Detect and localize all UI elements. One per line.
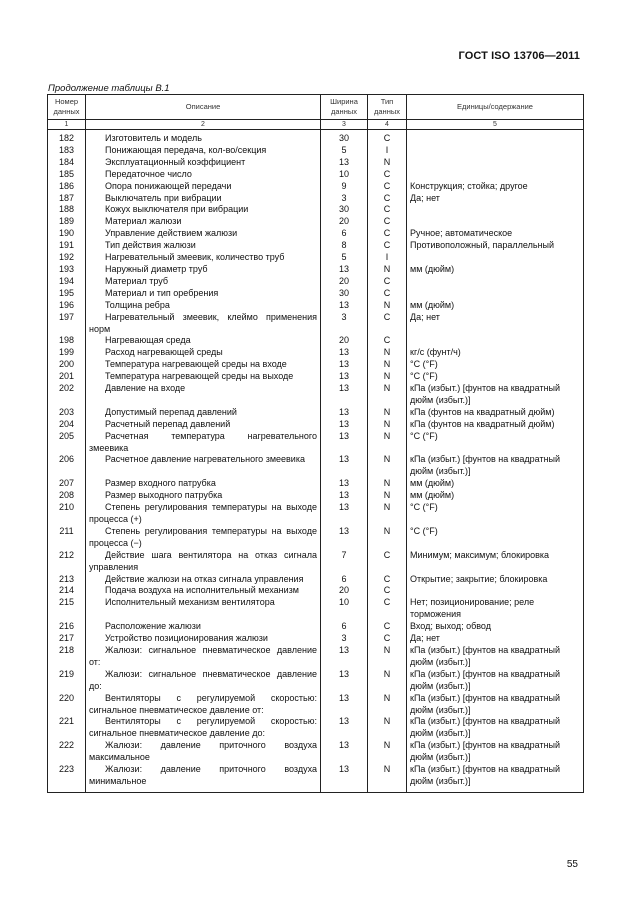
cell-type: C [368,288,407,300]
table-row [48,550,584,574]
page-number: 55 [566,859,578,870]
cell-units: кПа (избыт.) [фунтов на квадратный дюйм (избыт.)] [407,669,584,693]
cell-units [407,204,584,216]
table-row [48,359,584,371]
cell-type: N [368,740,407,764]
cell-units: кПа (избыт.) [фунтов на квадратный дюйм (избыт.)] [407,764,584,792]
cell-type: I [368,145,407,157]
cell-type: C [368,633,407,645]
cell-width: 13 [321,478,368,490]
cell-units: мм (дюйм) [407,490,584,502]
table-row [48,585,584,597]
cell-width: 13 [321,300,368,312]
cell-description: Тип действия жалюзи [86,240,321,252]
cell-width: 7 [321,550,368,574]
cell-number: 183 [48,145,86,157]
cell-type: C [368,550,407,574]
cell-number: 201 [48,371,86,383]
col-header-width: Ширина данных [321,95,368,120]
cell-description: Изготовитель и модель [86,130,321,145]
cell-type: N [368,347,407,359]
cell-units: мм (дюйм) [407,300,584,312]
cell-width: 10 [321,597,368,621]
cell-units: °C (°F) [407,431,584,455]
cell-type: C [368,597,407,621]
cell-units [407,252,584,264]
cell-description: Допустимый перепад давлений [86,407,321,419]
cell-type: N [368,454,407,478]
table-row [48,764,584,792]
table-row [48,145,584,157]
table-row [48,335,584,347]
cell-description: Размер выходного патрубка [86,490,321,502]
cell-units: Конструкция; стойка; другое [407,181,584,193]
cell-type: N [368,407,407,419]
cell-number: 210 [48,502,86,526]
table-row [48,597,584,621]
cell-type: N [368,526,407,550]
cell-number: 197 [48,312,86,336]
cell-units [407,145,584,157]
cell-number: 220 [48,693,86,717]
cell-type: C [368,204,407,216]
cell-description: Подача воздуха на исполнительный механизм [86,585,321,597]
cell-description: Толщина ребра [86,300,321,312]
cell-number: 198 [48,335,86,347]
cell-width: 13 [321,347,368,359]
cell-units: Противоположный, параллельный [407,240,584,252]
cell-description: Действие жалюзи на отказ сигнала управления [86,574,321,586]
cell-type: C [368,585,407,597]
cell-width: 13 [321,359,368,371]
cell-description: Управление действием жалюзи [86,228,321,240]
cell-type: N [368,716,407,740]
table-row [48,169,584,181]
cell-type: N [368,669,407,693]
cell-description: Расход нагревающей среды [86,347,321,359]
cell-width: 3 [321,312,368,336]
cell-units [407,276,584,288]
cell-number: 213 [48,574,86,586]
cell-number: 214 [48,585,86,597]
col-number: 3 [321,120,368,130]
cell-width: 5 [321,252,368,264]
cell-description: Вентиляторы с регулируемой скоростью: сигнальное пневматическое давление до: [86,716,321,740]
cell-number: 205 [48,431,86,455]
table-row [48,252,584,264]
table-row [48,478,584,490]
cell-number: 222 [48,740,86,764]
cell-units: °C (°F) [407,502,584,526]
cell-width: 13 [321,431,368,455]
cell-type: C [368,621,407,633]
cell-description: Опора понижающей передачи [86,181,321,193]
cell-width: 13 [321,407,368,419]
cell-description: Расчетная температура нагревательного змеевика [86,431,321,455]
cell-type: C [368,335,407,347]
cell-number: 211 [48,526,86,550]
cell-type: N [368,490,407,502]
cell-width: 13 [321,371,368,383]
cell-units: кПа (фунтов на квадратный дюйм) [407,407,584,419]
cell-width: 13 [321,764,368,792]
cell-width: 3 [321,193,368,205]
cell-number: 219 [48,669,86,693]
cell-description: Степень регулирования температуры на выходе процесса (−) [86,526,321,550]
cell-width: 30 [321,288,368,300]
table-row [48,228,584,240]
cell-type: C [368,312,407,336]
table-row [48,157,584,169]
table-row [48,633,584,645]
cell-description: Расчетное давление нагревательного змеевика [86,454,321,478]
cell-type: N [368,431,407,455]
cell-description: Давление на входе [86,383,321,407]
cell-number: 185 [48,169,86,181]
cell-type: N [368,478,407,490]
cell-units [407,157,584,169]
cell-units [407,335,584,347]
cell-units: кПа (избыт.) [фунтов на квадратный дюйм (избыт.)] [407,383,584,407]
cell-units [407,130,584,145]
cell-number: 191 [48,240,86,252]
cell-type: C [368,193,407,205]
cell-description: Расчетный перепад давлений [86,419,321,431]
cell-width: 13 [321,419,368,431]
cell-width: 6 [321,621,368,633]
cell-width: 6 [321,574,368,586]
cell-units [407,216,584,228]
table-row [48,645,584,669]
cell-width: 13 [321,669,368,693]
cell-type: N [368,300,407,312]
table-row [48,216,584,228]
table-row [48,407,584,419]
table-row [48,264,584,276]
cell-units [407,169,584,181]
cell-units [407,288,584,300]
cell-type: I [368,252,407,264]
cell-description: Материал и тип оребрения [86,288,321,300]
cell-type: N [368,157,407,169]
cell-width: 30 [321,204,368,216]
cell-units: °C (°F) [407,526,584,550]
col-header-num: Номер данных [48,95,86,120]
cell-number: 184 [48,157,86,169]
cell-description: Вентиляторы с регулируемой скоростью: сигнальное пневматическое давление от: [86,693,321,717]
cell-width: 13 [321,526,368,550]
table-row [48,193,584,205]
cell-number: 188 [48,204,86,216]
cell-width: 3 [321,633,368,645]
cell-description: Расположение жалюзи [86,621,321,633]
table-row [48,204,584,216]
cell-type: C [368,181,407,193]
cell-type: N [368,419,407,431]
table-caption: Продолжение таблицы В.1 [48,83,170,94]
table-row [48,300,584,312]
table-body [48,130,584,793]
cell-description: Температура нагревающей среды на выходе [86,371,321,383]
cell-type: C [368,228,407,240]
cell-units: Открытие; закрытие; блокировка [407,574,584,586]
table-row [48,693,584,717]
table-row [48,347,584,359]
cell-width: 20 [321,276,368,288]
cell-units: кПа (избыт.) [фунтов на квадратный дюйм (избыт.)] [407,645,584,669]
cell-type: N [368,383,407,407]
cell-number: 194 [48,276,86,288]
cell-units: °C (°F) [407,371,584,383]
cell-number: 216 [48,621,86,633]
cell-number: 193 [48,264,86,276]
cell-units: кПа (фунтов на квадратный дюйм) [407,419,584,431]
cell-number: 186 [48,181,86,193]
cell-type: C [368,130,407,145]
table-row [48,312,584,336]
cell-type: C [368,574,407,586]
cell-width: 13 [321,454,368,478]
cell-width: 8 [321,240,368,252]
col-header-type: Тип данных [368,95,407,120]
table-row [48,621,584,633]
cell-width: 13 [321,716,368,740]
cell-width: 13 [321,502,368,526]
cell-description: Кожух выключателя при вибрации [86,204,321,216]
cell-number: 218 [48,645,86,669]
cell-units: мм (дюйм) [407,478,584,490]
cell-number: 207 [48,478,86,490]
table-row [48,383,584,407]
cell-description: Передаточное число [86,169,321,181]
col-header-desc: Описание [86,95,321,120]
cell-description: Наружный диаметр труб [86,264,321,276]
cell-description: Жалюзи: сигнальное пневматическое давление от: [86,645,321,669]
cell-number: 221 [48,716,86,740]
cell-description: Материал труб [86,276,321,288]
cell-width: 5 [321,145,368,157]
cell-type: N [368,264,407,276]
table-row [48,740,584,764]
col-number: 1 [48,120,86,130]
cell-type: C [368,240,407,252]
cell-units [407,585,584,597]
cell-description: Температура нагревающей среды на входе [86,359,321,371]
cell-width: 13 [321,740,368,764]
table-row [48,288,584,300]
cell-units: кПа (избыт.) [фунтов на квадратный дюйм (избыт.)] [407,740,584,764]
cell-number: 208 [48,490,86,502]
cell-width: 6 [321,228,368,240]
cell-number: 202 [48,383,86,407]
cell-type: C [368,169,407,181]
table-row [48,574,584,586]
table-row [48,502,584,526]
cell-width: 13 [321,383,368,407]
table-row [48,669,584,693]
cell-units: кПа (избыт.) [фунтов на квадратный дюйм (избыт.)] [407,454,584,478]
cell-description: Жалюзи: давление приточного воздуха максимальное [86,740,321,764]
cell-description: Действие шага вентилятора на отказ сигнала управления [86,550,321,574]
cell-type: N [368,693,407,717]
cell-number: 212 [48,550,86,574]
table-row [48,276,584,288]
cell-units: мм (дюйм) [407,264,584,276]
cell-description: Жалюзи: давление приточного воздуха минимальное [86,764,321,792]
cell-units: кПа (избыт.) [фунтов на квадратный дюйм (избыт.)] [407,716,584,740]
table-row [48,371,584,383]
cell-width: 30 [321,130,368,145]
cell-units: Да; нет [407,633,584,645]
cell-number: 187 [48,193,86,205]
col-number: 4 [368,120,407,130]
table-row [48,454,584,478]
col-header-units: Единицы/содержание [407,95,584,120]
cell-number: 195 [48,288,86,300]
table-row [48,130,584,145]
cell-number: 199 [48,347,86,359]
cell-description: Размер входного патрубка [86,478,321,490]
table-row [48,181,584,193]
cell-description: Жалюзи: сигнальное пневматическое давление до: [86,669,321,693]
cell-units: Нет; позиционирование; реле торможения [407,597,584,621]
cell-number: 203 [48,407,86,419]
table-row [48,490,584,502]
cell-width: 10 [321,169,368,181]
cell-width: 20 [321,585,368,597]
cell-type: N [368,645,407,669]
table-row [48,716,584,740]
cell-description: Понижающая передача, кол-во/секция [86,145,321,157]
col-number: 5 [407,120,584,130]
cell-description: Степень регулирования температуры на выходе процесса (+) [86,502,321,526]
cell-description: Нагревательный змеевик, клеймо применения норм [86,312,321,336]
cell-width: 20 [321,335,368,347]
cell-width: 13 [321,490,368,502]
cell-type: N [368,764,407,792]
cell-width: 13 [321,693,368,717]
cell-units: Вход; выход; обвод [407,621,584,633]
cell-number: 196 [48,300,86,312]
cell-description: Устройство позиционирования жалюзи [86,633,321,645]
cell-type: N [368,502,407,526]
cell-description: Нагревательный змеевик, количество труб [86,252,321,264]
cell-width: 9 [321,181,368,193]
data-table [47,94,584,793]
cell-type: C [368,216,407,228]
cell-units: Минимум; максимум; блокировка [407,550,584,574]
cell-number: 182 [48,130,86,145]
cell-number: 189 [48,216,86,228]
cell-description: Эксплуатационный коэффициент [86,157,321,169]
cell-number: 217 [48,633,86,645]
cell-width: 20 [321,216,368,228]
standard-designation: ГОСТ ISO 13706—2011 [458,50,580,62]
cell-type: C [368,276,407,288]
cell-number: 206 [48,454,86,478]
table-row [48,419,584,431]
cell-description: Выключатель при вибрации [86,193,321,205]
cell-number: 200 [48,359,86,371]
cell-width: 13 [321,645,368,669]
col-number: 2 [86,120,321,130]
cell-number: 204 [48,419,86,431]
cell-units: °C (°F) [407,359,584,371]
cell-description: Нагревающая среда [86,335,321,347]
cell-number: 190 [48,228,86,240]
table-row [48,240,584,252]
cell-units: кПа (избыт.) [фунтов на квадратный дюйм (избыт.)] [407,693,584,717]
cell-width: 13 [321,264,368,276]
table-row [48,431,584,455]
cell-units: Да; нет [407,312,584,336]
cell-description: Материал жалюзи [86,216,321,228]
table-row [48,526,584,550]
cell-number: 223 [48,764,86,792]
cell-number: 215 [48,597,86,621]
cell-units: Да; нет [407,193,584,205]
cell-description: Исполнительный механизм вентилятора [86,597,321,621]
cell-units: Ручное; автоматическое [407,228,584,240]
cell-width: 13 [321,157,368,169]
cell-units: кг/с (фунт/ч) [407,347,584,359]
cell-number: 192 [48,252,86,264]
cell-type: N [368,371,407,383]
cell-type: N [368,359,407,371]
